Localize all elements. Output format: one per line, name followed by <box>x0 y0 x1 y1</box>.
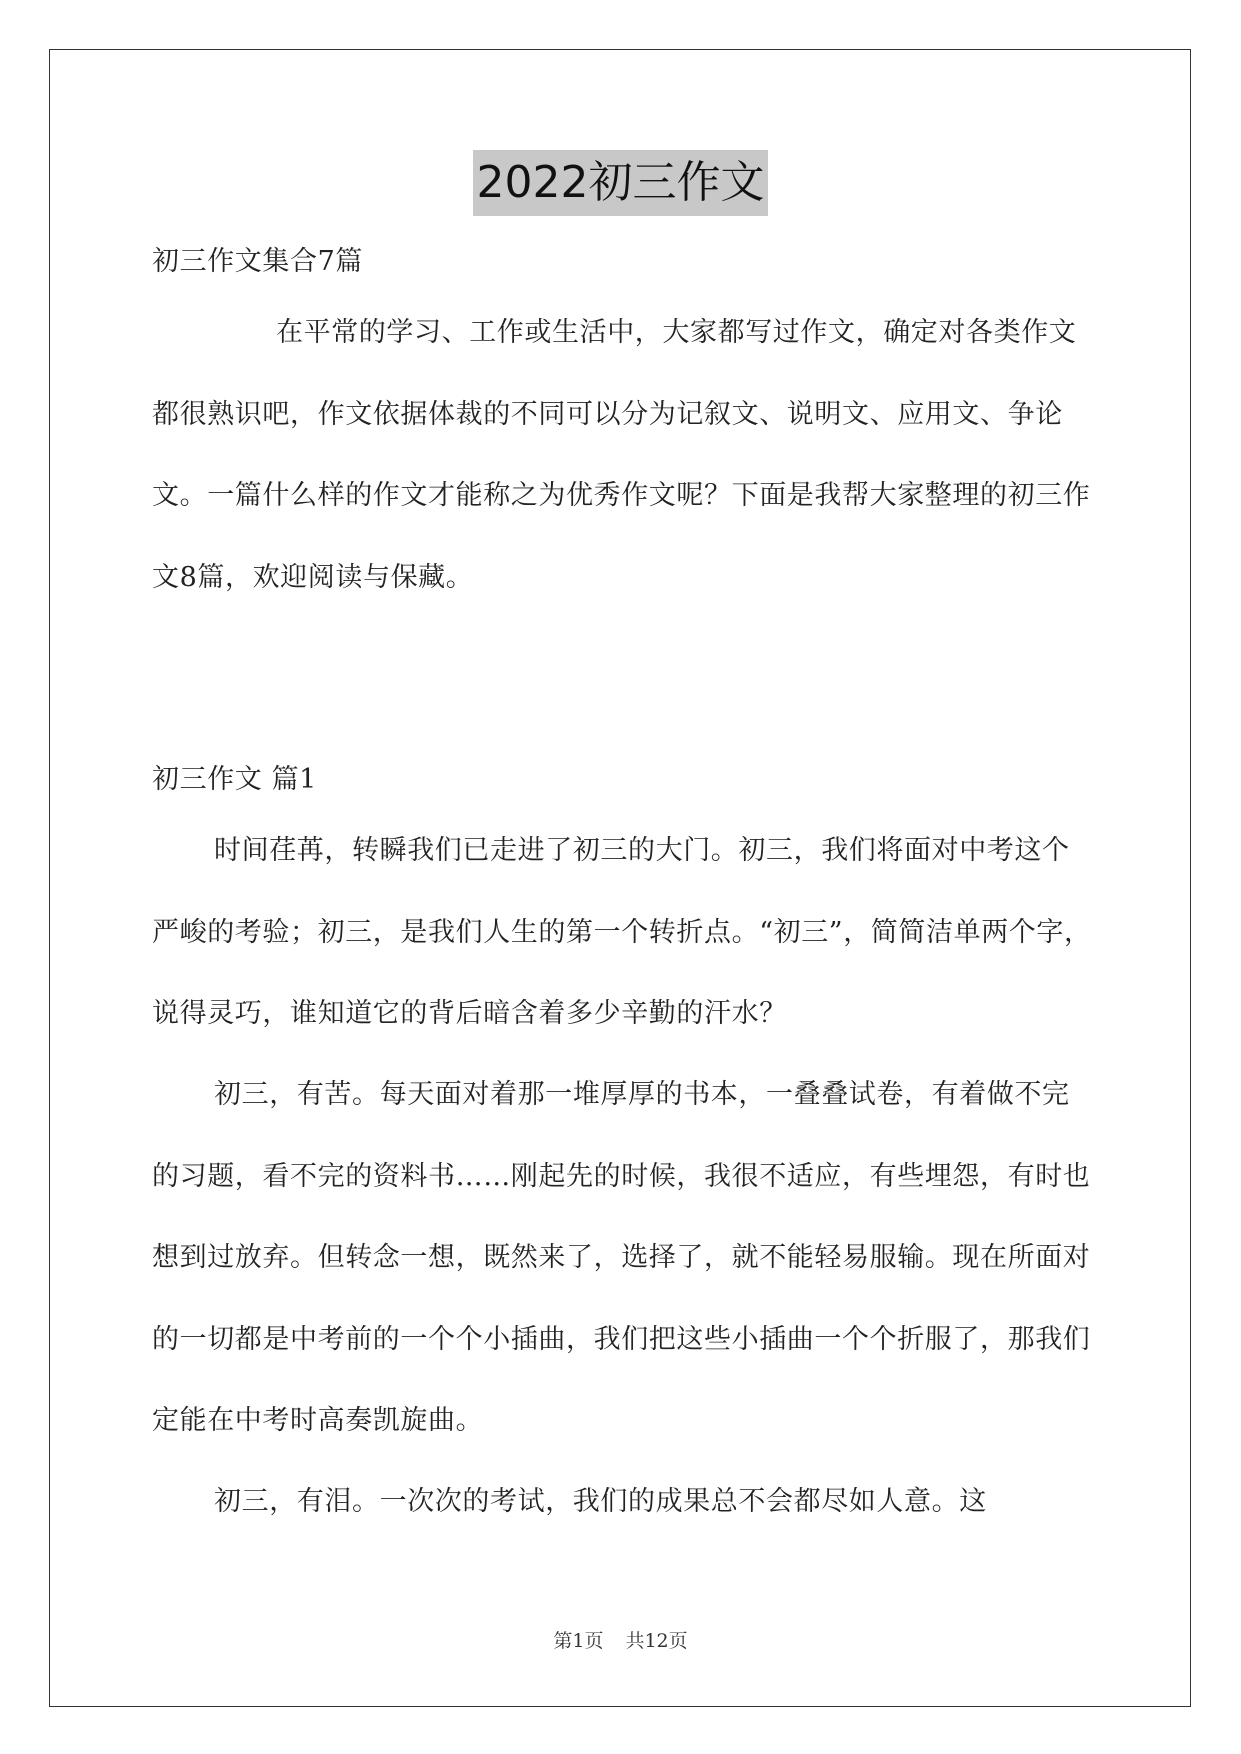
page-total: 共12页 <box>625 1630 688 1652</box>
page-footer <box>0 1626 1241 1653</box>
page-number: 第1页 <box>553 1630 604 1652</box>
intro-paragraph: 在平常的学习、工作或生活中，大家都写过作文，确定对各类作文都很熟识吧，作文依据体裁的不同可以分为记叙文、说明文、应用文、争论文。一篇什么样的作文才能称之为优秀作文呢？下面是我帮大家整理的初三作文8篇，欢迎阅读与保藏。 <box>152 317 1091 593</box>
document-subtitle: 初三作文集合7篇 <box>152 246 363 277</box>
body-paragraph-2: 初三，有苦。每天面对着那一堆厚厚的书本，一叠叠试卷，有着做不完的习题，看不完的资料书……刚起先的时候，我很不适应，有些埋怨，有时也想到过放弃。但转念一想，既然来了，选择了，就不能轻易服输。现在所面对的一切都是中考前的一个个小插曲，我们把这些小插曲一个个折服了，那我们定能在中考时高奏凯旋曲。 <box>152 1079 1091 1437</box>
section-heading: 初三作文 篇1 <box>152 764 317 795</box>
body-paragraph-3: 初三，有泪。一次次的考试，我们的成果总不会都尽如人意。这 <box>214 1486 987 1517</box>
body-paragraph-1: 时间荏苒，转瞬我们已走进了初三的大门。初三，我们将面对中考这个严峻的考验；初三，是我们人生的第一个转折点。“初三”，简简洁单两个字，说得灵巧，谁知道它的背后暗含着多少辛勤的汗水？ <box>152 835 1092 1030</box>
document-title: 2022初三作文 <box>473 150 769 216</box>
document-title-wrap <box>0 150 1241 220</box>
